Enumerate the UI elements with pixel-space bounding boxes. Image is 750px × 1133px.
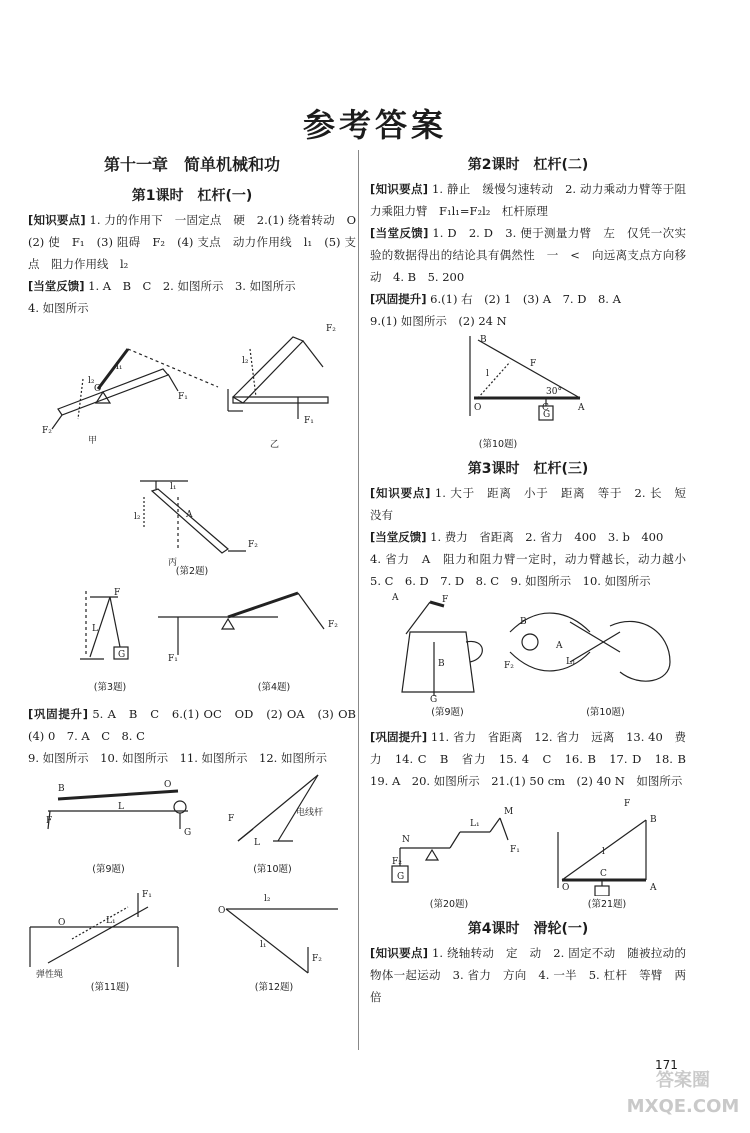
answer-paragraph [370,942,686,1008]
label-f-q3: F [114,588,121,598]
answer-paragraph: 4. 省力 A 阻力和阻力臂一定时，动力臂越长，动力越小 5. C 6. D 7. D 8. C 9. 如图所示 10. 如图所示 [370,552,698,588]
label-o: O [94,384,102,394]
label-l2: l₂ [88,376,95,386]
label-l1-scissors: L₁ [566,657,576,667]
label-l1-bing: l₁ [170,482,177,492]
section-tag: [当堂反馈] [370,226,429,240]
fig-label-bing: 丙 [168,558,178,567]
lesson-heading-3: 第3课时 杠杆(三) [467,461,589,477]
figure-q11-q12 [28,887,356,979]
caption-q10: (第10题) [253,864,292,875]
answer-text: 1. 力的作用下 一固定点 硬 2.(1) 绕着转动 O (2) 使 F₁ (3) 阻碍 F₂ (4) 支点 动力作用线 l₁ (5) 支点 阻力作用线 l₂ [28,213,368,271]
label-o-r10: O [474,403,482,413]
label-f-r10: F [530,359,537,369]
figure-r-q9-q10 [370,592,686,704]
label-g-kettle: G [430,695,438,704]
section-tag: [知识要点] [28,213,86,227]
figure-q3-q4 [28,587,356,679]
label-f-q9: F [46,816,53,826]
answer-text: 1. A B C 2. 如图所示 3. 如图所示 [88,279,296,293]
page-title: 参考答案 [302,106,447,144]
label-f-q21: F [624,799,631,809]
label-l-q10: L [254,838,260,848]
label-f2: F₂ [42,426,52,436]
label-f-kettle: F [442,595,449,605]
section-tag: [巩固提升] [370,292,427,306]
section-tag: [知识要点] [370,182,429,196]
label-f1: F₁ [178,392,188,402]
label-m-q20: M [504,807,514,817]
section-tag: [巩固提升] [28,707,88,721]
label-f2-scissors: F₂ [504,661,514,671]
label-f1-yi: F₁ [304,416,314,426]
label-l-q3: L [92,624,98,634]
section-tag: [当堂反馈] [28,279,85,293]
label-n-q20: N [402,835,410,845]
label-b-r10: B [480,335,487,345]
label-f-q10: F [228,814,235,824]
label-a-bing: A [186,510,193,520]
label-g-q3: G [118,650,126,660]
caption-r-q10b: (第10题) [586,707,625,718]
label-f2-q4: F₂ [328,620,338,630]
label-l2-yi: l₂ [242,356,249,366]
label-l1: l₁ [116,362,123,372]
label-f1-q4: F₁ [168,654,178,664]
label-c-r10: C [542,403,549,413]
fig-label-yi: 乙 [270,440,280,450]
label-b-scissors: B [520,617,527,627]
label-b-q21: B [650,815,657,825]
fig-label-jia: 甲 [88,436,98,446]
label-l2-bing: l₂ [134,512,141,522]
label-f2-yi: F₂ [326,324,336,334]
page-number: 171 [655,1058,678,1072]
label-pole: 电线杆 [296,808,324,818]
label-b-kettle: B [438,659,445,669]
label-o-q9: O [164,780,172,790]
label-l-r10: l [486,369,489,379]
label-b-q9: B [58,784,65,794]
figure-r-q10 [370,332,686,436]
label-rope: 弹性绳 [36,970,64,979]
lesson-heading-4: 第4课时 滑轮(一) [467,921,589,937]
answer-paragraph [28,275,356,297]
label-a-scissors: A [556,641,563,651]
caption-q20: (第20题) [429,899,469,910]
label-l1-q20: L₁ [470,819,480,829]
label-l1-q11: L₁ [106,916,116,926]
label-a-kettle: A [392,593,399,603]
answer-paragraph [370,288,686,310]
label-o-q12: O [218,906,226,916]
caption-q2: (第2题) [175,566,209,577]
watermark-logo: 答案圈 MXQE.COM [626,1070,740,1117]
label-l2-q12: l₂ [264,894,271,904]
label-f1-q20: F₁ [510,845,520,855]
answer-text: 5. A B C 6.(1) OC OD (2) OA (3) OB (4) 0 7. A C 8. C [28,707,368,743]
section-tag: [巩固提升] [370,730,428,744]
figure-q9-q10 [28,769,356,861]
label-l-q9: L [118,802,124,812]
caption-q9: (第9题) [92,864,125,875]
answer-paragraph [370,482,698,526]
label-g-q9: G [184,828,192,838]
caption-r-q9: (第9题) [431,707,464,718]
column-divider [358,150,359,1050]
lesson-heading-1: 第1课时 杠杆(一) [131,188,253,204]
answer-paragraph [370,178,686,222]
answer-paragraph [370,726,698,792]
caption-q3: (第3题) [93,682,127,693]
answer-paragraph [370,222,686,288]
label-l-q21: l [602,847,605,857]
label-c-q21: C [600,869,607,879]
answer-text: 1. D 2. D 3. 便于测量力臂 左 仅凭一次实验的数据得出的结论具有偶然性 一 < 向远离支点方向移动 4. B 5. 200 [370,226,687,284]
answer-paragraph: 4. 如图所示 [28,301,89,315]
label-l1-q12: l₁ [260,940,267,950]
answer-text: 6.(1) 右 (2) 1 (3) A 7. D 8. A [430,292,621,306]
answer-text: 11. 省力 省距离 12. 省力 远离 13. 40 费力 14. C B 省力 15. 4 C 16. B 17. D 18. B 19. A 20. 如图所示 21.(1) 50 cm (2) 40 N 如图所示 [370,730,698,788]
left-column [28,150,368,993]
label-f2-q20: F₂ [392,857,402,867]
label-o-q11: O [58,918,66,928]
figure-q2 [28,319,356,567]
answer-paragraph: 9.(1) 如图所示 (2) 24 N [370,314,507,328]
section-tag: [当堂反馈] [370,530,427,544]
label-f2-q12: F₂ [312,954,322,964]
caption-q4: (第4题) [257,682,291,693]
answer-text: 1. 静止 缓慢匀速转动 2. 动力乘动力臂等于阻力乘阻力臂 F₁l₁=F₂l₂ 杠杆原理 [370,182,686,218]
section-tag: [知识要点] [370,486,431,500]
answer-paragraph [370,526,686,548]
lesson-heading-2: 第2课时 杠杆(二) [467,157,589,173]
label-a-q21: A [650,883,657,893]
chapter-heading: 第十一章 简单机械和功 [103,155,280,174]
answer-paragraph [28,703,368,747]
right-column [370,148,698,1008]
label-a-r10: A [578,403,585,413]
answer-text: 1. 大于 距离 小于 距离 等于 2. 长 短 没有 [370,486,698,522]
answer-paragraph: 9. 如图所示 10. 如图所示 11. 如图所示 12. 如图所示 [28,751,327,765]
answer-text: 1. 绕轴转动 定 动 2. 固定不动 随被拉动的物体一起运动 3. 省力 方向 4. 一半 5. 杠杆 等臂 两倍 [370,946,686,1004]
caption-q11: (第11题) [90,982,130,993]
answer-paragraph [28,209,368,275]
caption-q12: (第12题) [254,982,294,993]
label-f1-q11: F₁ [142,890,152,900]
caption-r-q10: (第10题) [478,439,518,450]
caption-q21: (第21题) [587,899,627,910]
section-tag: [知识要点] [370,946,429,960]
label-30: 30° [546,387,562,397]
label-f2-bing: F₂ [248,540,258,550]
answer-text: 1. 费力 省距离 2. 省力 400 3. b 400 [430,530,664,544]
label-g-q20: G [397,872,405,882]
label-g-r10: G [543,410,551,420]
label-o-q21: O [562,883,570,893]
figure-q20-q21 [370,792,686,896]
